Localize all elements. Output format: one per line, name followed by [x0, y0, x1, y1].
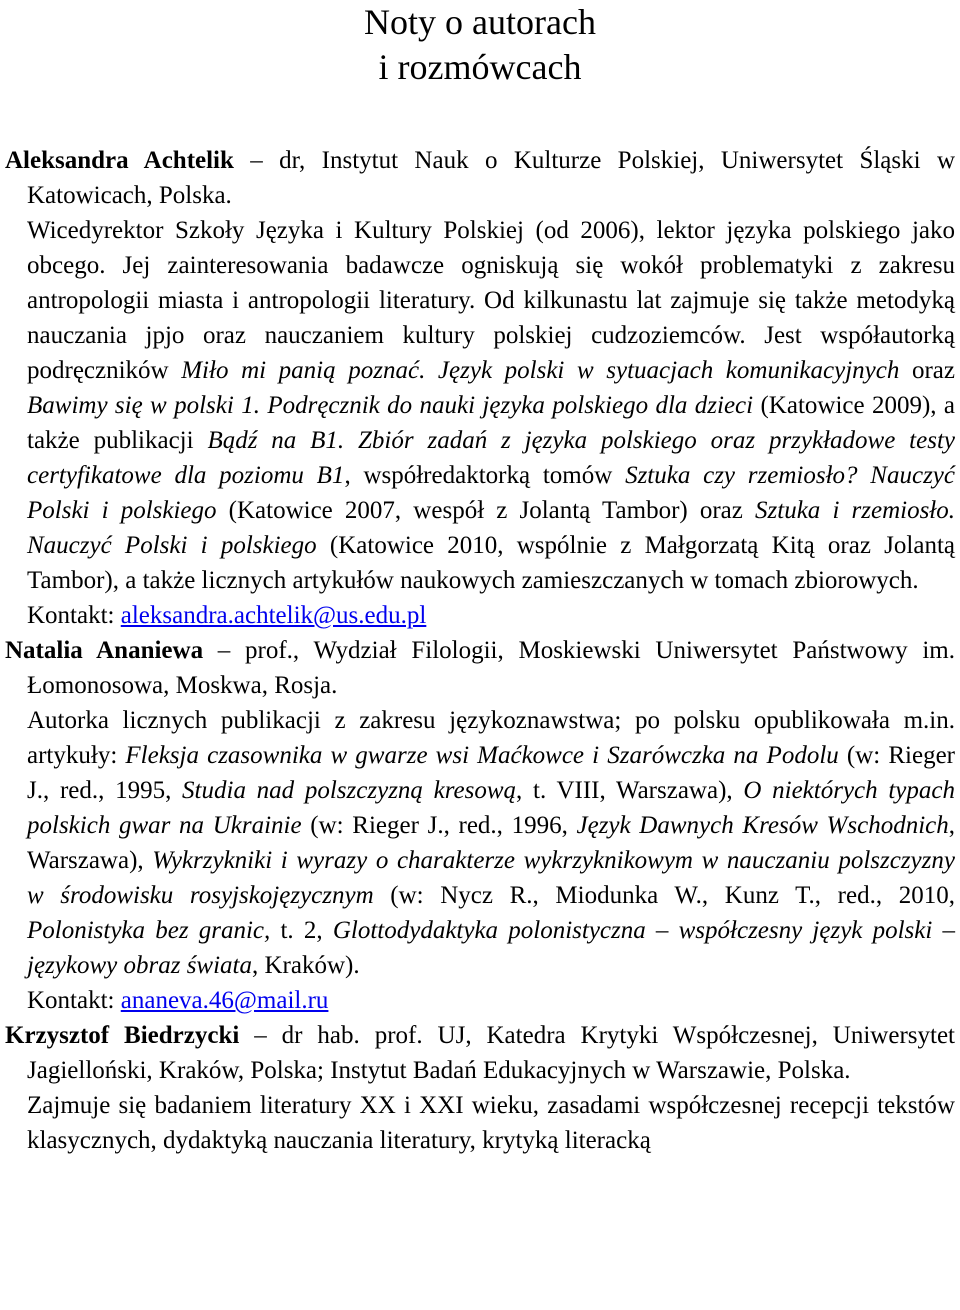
bio-run: (w: Nycz R., Miodunka W., Kunz T., red., 2010,	[373, 882, 955, 909]
bio-run: Wicedyrektor Szkoły Języka i Kultury Polskiej (od 2006), lektor języka polskiego jako obcego. Jej zainteresowania badawcze ogniskują się wokół problematyki z zakresu antropologii miasta i antropologii literatury. Od kilkunastu lat zajmuje się także metodyką nauczania jpjo oraz nauczaniem kultury polskiej cudzoziemców. Jest współautorką podręczników	[27, 217, 955, 384]
email-link[interactable]: ananeva.46@mail.ru	[120, 987, 329, 1014]
bio-run: , Kraków).	[252, 952, 360, 979]
page-title	[0, 0, 960, 90]
author-name: Natalia Ananiewa	[5, 637, 204, 664]
bio-title-italic: Język Dawnych Kresów Wschodnich	[576, 812, 949, 839]
bio-title-italic: Fleksja czasownika w gwarze wsi Maćkowce i Szarówczka na Podolu	[125, 742, 839, 769]
author-notes	[5, 143, 955, 1158]
author-bio	[5, 703, 955, 983]
title-line-1: Noty o autorach	[364, 2, 596, 42]
bio-title-italic: Polonistyka bez granic,	[27, 917, 271, 944]
affiliation-text: – prof., Wydział Filologii, Moskiewski Uniwersytet Państwowy im. Łomonosowa, Moskwa, Rosja.	[27, 637, 955, 699]
author-name: Aleksandra Achtelik	[5, 147, 234, 174]
affiliation-text: – dr hab. prof. UJ, Katedra Krytyki Współczesnej, Uniwersytet Jagielloński, Kraków, Polska; Instytut Badań Edukacyjnych w Warszawie, Polska.	[27, 1022, 956, 1084]
author-bio	[5, 1088, 955, 1158]
author-name: Krzysztof Biedrzycki	[5, 1022, 240, 1049]
author-affiliation	[5, 1018, 955, 1088]
affiliation-text: – dr, Instytut Nauk o Kulturze Polskiej, Uniwersytet Śląski w Katowicach, Polska.	[27, 147, 956, 209]
bio-title-italic: Studia nad polszczyzną kresową	[182, 777, 517, 804]
bio-run: Zajmuje się badaniem literatury XX i XXI wieku, zasadami współczesnej recepcji tekstów klasycznych, dydaktyką nauczania literatury, krytyką literacką	[27, 1092, 955, 1154]
bio-run: , współredaktorką tomów	[344, 462, 626, 489]
bio-text	[27, 1088, 955, 1158]
bio-run: (Katowice 2007, wespół z Jolantą Tambor) oraz	[216, 497, 756, 524]
bio-title-italic: O niektórych typach polskich gwar na Ukrainie	[27, 777, 955, 839]
bio-run: oraz	[899, 357, 955, 384]
bio-title-italic: Sztuka i rzemiosło. Nauczyć Polski i polskiego	[27, 497, 956, 559]
bio-run: (Katowice 2009), a także publikacji	[27, 392, 955, 454]
bio-run: , t. VIII, Warszawa),	[516, 777, 744, 804]
author-bio	[5, 213, 955, 598]
author-affiliation	[5, 143, 955, 213]
bio-run: (w: Rieger J., red., 1995,	[27, 742, 955, 804]
contact-label: Kontakt:	[27, 602, 121, 629]
author-entry	[5, 143, 955, 633]
author-entry	[5, 633, 955, 1018]
bio-run: Autorka licznych publikacji z zakresu językoznawstwa; po polsku opublikowała m.in. artykuły:	[27, 707, 955, 769]
contact-label: Kontakt:	[27, 987, 121, 1014]
email-link[interactable]: aleksandra.achtelik@us.edu.pl	[120, 602, 427, 629]
bio-run: , Warszawa),	[27, 812, 955, 874]
bio-title-italic: Bądź na B1. Zbiór zadań z języka polskiego oraz przykładowe testy certyfikatowe dla poziomu B1	[27, 427, 955, 489]
bio-title-italic: Glottodydaktyka polonistyczna – współczesny język polski – językowy obraz świata	[27, 917, 955, 979]
contact-line	[5, 598, 955, 633]
bio-title-italic: Sztuka czy rzemiosło? Nauczyć Polski i polskiego	[27, 462, 955, 524]
bio-run: t. 2,	[270, 917, 333, 944]
bio-text	[27, 213, 955, 598]
author-affiliation	[5, 633, 955, 703]
bio-run: (w: Rieger J., red., 1996,	[301, 812, 577, 839]
bio-text	[27, 703, 955, 983]
bio-title-italic: Miło mi panią poznać. Język polski w sytuacjach komunikacyjnych	[181, 357, 900, 384]
bio-title-italic: Wykrzykniki i wyrazy o charakterze wykrzyknikowym w nauczaniu polszczyzny w środowisku rosyjskojęzycznym	[27, 847, 955, 909]
author-entry	[5, 1018, 955, 1158]
contact-line	[5, 983, 955, 1018]
title-line-2: i rozmówcach	[378, 47, 582, 87]
bio-run: (Katowice 2010, wspólnie z Małgorzatą Kitą oraz Jolantą Tambor), a także licznych artykułów naukowych zamieszczanych w tomach zbiorowych.	[27, 532, 955, 594]
bio-title-italic: Bawimy się w polski 1. Podręcznik do nauki języka polskiego dla dzieci	[27, 392, 754, 419]
